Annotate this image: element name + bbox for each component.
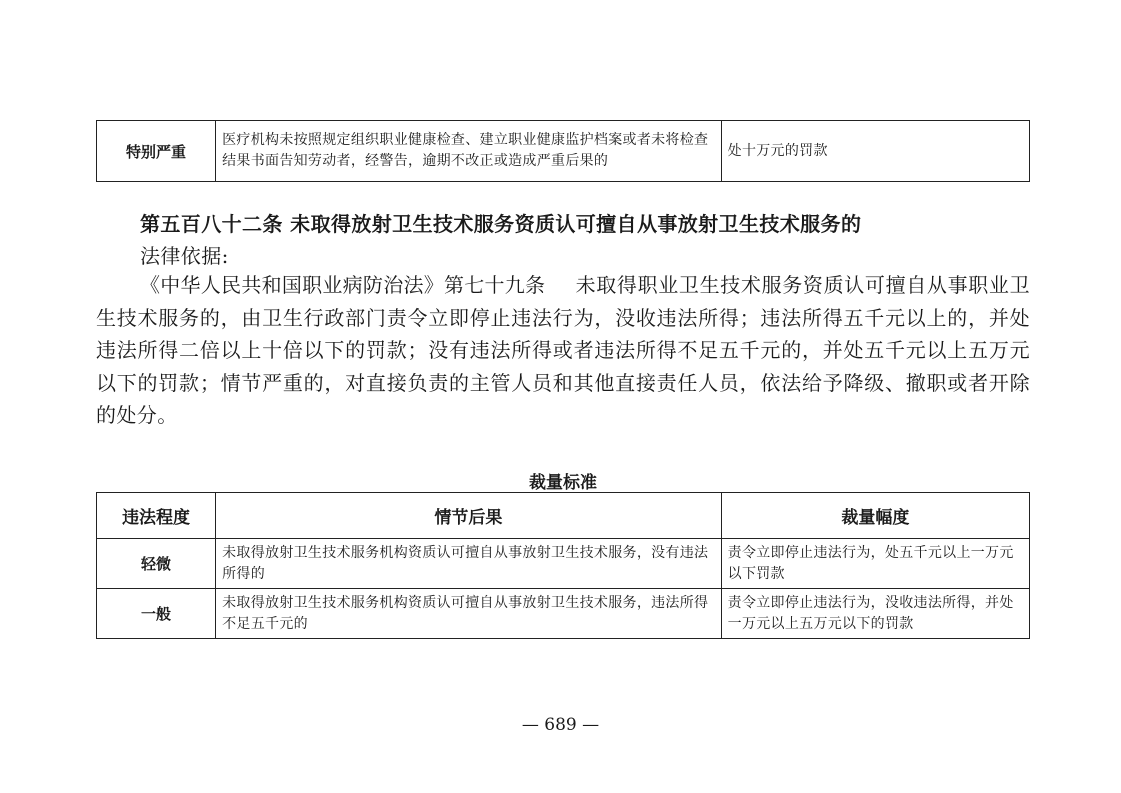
header-degree: 违法程度	[97, 493, 216, 539]
circumstance-cell: 医疗机构未按照规定组织职业健康检查、建立职业健康监护档案或者未将检查结果书面告知劳动者，经警告，逾期不改正或造成严重后果的	[216, 121, 722, 182]
penalty-cell: 责令立即停止违法行为，处五千元以上一万元以下罚款	[721, 539, 1029, 589]
table-row	[97, 121, 1030, 182]
article-title: 第五百八十二条 未取得放射卫生技术服务资质认可擅自从事放射卫生技术服务的	[140, 212, 862, 236]
degree-cell: 一般	[97, 589, 216, 639]
table-row	[97, 589, 1030, 639]
circumstance-cell: 未取得放射卫生技术服务机构资质认可擅自从事放射卫生技术服务，没有违法所得的	[216, 539, 722, 589]
circumstance-cell: 未取得放射卫生技术服务机构资质认可擅自从事放射卫生技术服务，违法所得不足五千元的	[216, 589, 722, 639]
discretion-standard-table	[96, 492, 1030, 639]
header-circumstance: 情节后果	[216, 493, 722, 539]
table-row	[97, 539, 1030, 589]
header-penalty: 裁量幅度	[721, 493, 1029, 539]
law-article-text: 未取得职业卫生技术服务资质认可擅自从事职业卫生技术服务的，由卫生行政部门责令立即停止违法行为，没收违法所得；违法所得五千元以上的，并处违法所得二倍以上十倍以下的罚款；没有违法所得或者违法所得不足五千元的，并处五千元以上五万元以下的罚款；情节严重的，对直接负责的主管人员和其他直接责任人员，依法给予降级、撤职或者开除的处分。	[96, 273, 1030, 427]
table-header-row	[97, 493, 1030, 539]
degree-cell: 特别严重	[97, 121, 216, 182]
penalty-cell: 处十万元的罚款	[721, 121, 1029, 182]
legal-basis-text	[96, 269, 1030, 432]
penalty-cell: 责令立即停止违法行为，没收违法所得，并处一万元以上五万元以下的罚款	[721, 589, 1029, 639]
degree-cell: 轻微	[97, 539, 216, 589]
page-number: — 689 —	[521, 715, 600, 735]
standard-caption: 裁量标准	[529, 473, 597, 493]
law-name: 《中华人民共和国职业病防治法》第七十九条	[140, 273, 546, 297]
prior-standard-table	[96, 120, 1030, 182]
legal-basis-label: 法律依据:	[140, 244, 229, 268]
